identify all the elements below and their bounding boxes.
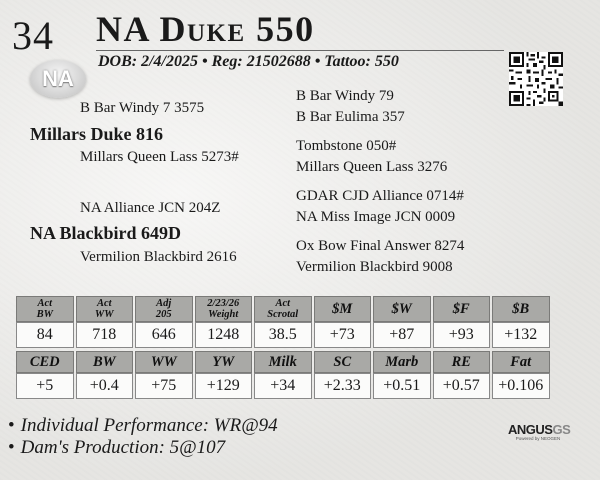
header-bw: BW xyxy=(76,351,134,373)
pedigree-right-7: Ox Bow Final Answer 8274 xyxy=(296,238,465,254)
table-row xyxy=(16,322,550,348)
value-ced: +5 xyxy=(16,373,74,399)
angus-gs-logo: ANGUSGS Powered by NEOGEN xyxy=(508,422,571,441)
header-ww: WW xyxy=(135,351,193,373)
value-milk: +34 xyxy=(254,373,312,399)
value-act-bw: 84 xyxy=(16,322,74,348)
header-ced: CED xyxy=(16,351,74,373)
animal-name: NA Duke 550 xyxy=(96,9,315,49)
header-dollar-m: $M xyxy=(314,296,372,322)
value-dollar-b: +132 xyxy=(492,322,550,348)
value-act-scrotal: 38.5 xyxy=(254,322,312,348)
header-milk: Milk xyxy=(254,351,312,373)
pedigree-right-5: GDAR CJD Alliance 0714# xyxy=(296,188,464,204)
header-re: RE xyxy=(433,351,491,373)
pedigree-right-8: Vermilion Blackbird 9008 xyxy=(296,259,453,275)
header-fat: Fat xyxy=(492,351,550,373)
table-row xyxy=(16,373,550,399)
value-weight: 1248 xyxy=(195,322,253,348)
performance-table xyxy=(14,296,552,348)
value-fat: +0.106 xyxy=(492,373,550,399)
header-act-ww: Act WW xyxy=(76,296,134,322)
header-dollar-b: $B xyxy=(492,296,550,322)
pedigree-right-3: Tombstone 050# xyxy=(296,138,397,154)
sire-name: Millars Duke 816 xyxy=(30,124,163,144)
value-marb: +0.51 xyxy=(373,373,431,399)
dam-dam: Vermilion Blackbird 2616 xyxy=(80,249,237,265)
dam-name: NA Blackbird 649D xyxy=(30,223,182,243)
sire-dam: Millars Queen Lass 5273# xyxy=(80,149,239,165)
value-act-ww: 718 xyxy=(76,322,134,348)
value-sc: +2.33 xyxy=(314,373,372,399)
lot-number: 34 xyxy=(12,13,54,58)
pedigree-right-1: B Bar Windy 79 xyxy=(296,88,394,104)
dam-sire: NA Alliance JCN 204Z xyxy=(80,200,221,216)
table-header-row xyxy=(16,296,550,322)
note-individual-performance: • Individual Performance: WR@94 xyxy=(8,415,278,436)
value-dollar-w: +87 xyxy=(373,322,431,348)
header-adj-205: Adj 205 xyxy=(135,296,193,322)
title-rule xyxy=(96,50,504,51)
value-yw: +129 xyxy=(195,373,253,399)
value-re: +0.57 xyxy=(433,373,491,399)
pedigree-right-4: Millars Queen Lass 3276 xyxy=(296,159,448,175)
qr-code-icon[interactable] xyxy=(509,52,563,106)
header-weight: 2/23/26 Weight xyxy=(195,296,253,322)
value-adj-205: 646 xyxy=(135,322,193,348)
na-badge-logo: NA xyxy=(30,60,86,98)
value-ww: +75 xyxy=(135,373,193,399)
value-bw: +0.4 xyxy=(76,373,134,399)
table-header-row xyxy=(16,351,550,373)
pedigree-right-2: B Bar Eulima 357 xyxy=(296,109,405,125)
pedigree-right-6: NA Miss Image JCN 0009 xyxy=(296,209,456,225)
header-act-bw: Act BW xyxy=(16,296,74,322)
header-dollar-f: $F xyxy=(433,296,491,322)
header-dollar-w: $W xyxy=(373,296,431,322)
header-act-scrotal: Act Scrotal xyxy=(254,296,312,322)
note-dams-production: • Dam's Production: 5@107 xyxy=(8,437,226,458)
sire-sire: B Bar Windy 7 3575 xyxy=(80,100,205,116)
header-marb: Marb xyxy=(373,351,431,373)
epd-table xyxy=(14,351,552,399)
header-yw: YW xyxy=(195,351,253,373)
value-dollar-m: +73 xyxy=(314,322,372,348)
header-sc: SC xyxy=(314,351,372,373)
registration-line: DOB: 2/4/2025 • Reg: 21502688 • Tattoo: 550 xyxy=(98,53,399,70)
performance-notes xyxy=(8,415,278,459)
value-dollar-f: +93 xyxy=(433,322,491,348)
